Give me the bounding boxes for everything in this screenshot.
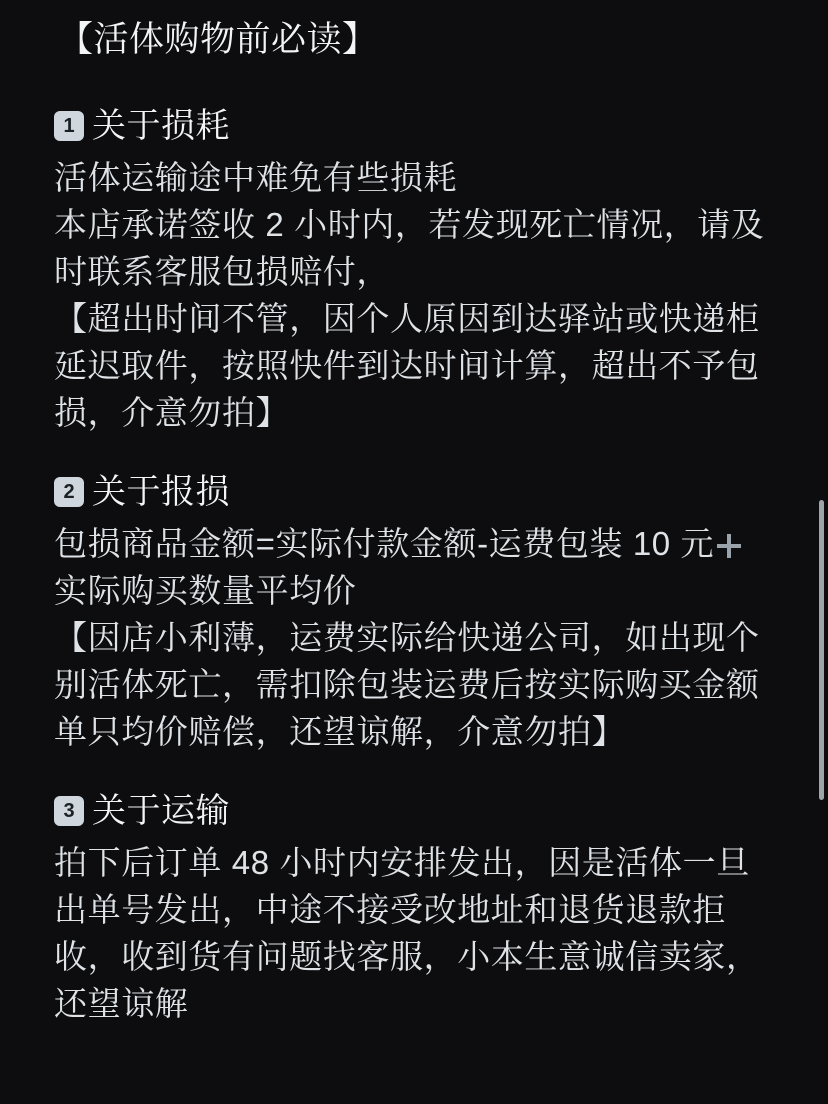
section-1 (54, 104, 774, 436)
divide-icon (716, 533, 742, 559)
section-3-paragraph-1: 拍下后订单 48 小时内安排发出，因是活体一旦出单号发出，中途不接受改地址和退货退款拒收，收到货有问题找客服，小本生意诚信卖家，还望谅解 (54, 844, 760, 1022)
section-2-title: 关于报损 (92, 473, 230, 511)
section-1-title: 关于损耗 (92, 107, 230, 145)
section-1-heading (54, 104, 774, 148)
number-badge-1: 1 (54, 111, 84, 141)
section-2 (54, 470, 774, 755)
section-1-paragraph-3: 【超出时间不管，因个人原因到达驿站或快递柜延迟取件，按照快件到达时间计算，超出不予包损，介意勿拍】 (54, 300, 760, 431)
section-3-title: 关于运输 (92, 792, 230, 830)
section-2-paragraph-1 (54, 520, 774, 567)
number-badge-3: 3 (54, 796, 84, 826)
section-2-paragraph-1-text: 包损商品金额=实际付款金额-运费包装 10 元 (54, 525, 715, 562)
page-title: 【活体购物前必读】 (58, 20, 378, 59)
section-2-paragraph-3: 【因店小利薄，运费实际给快递公司，如出现个别活体死亡，需扣除包装运费后按实际购买金额单只均价赔偿，还望谅解，介意勿拍】 (54, 619, 760, 750)
section-2-heading (54, 470, 774, 514)
section-3-heading (54, 789, 774, 833)
number-badge-2: 2 (54, 477, 84, 507)
vertical-scrollbar[interactable] (819, 500, 824, 800)
section-1-paragraph-2: 本店承诺签收 2 小时内，若发现死亡情况，请及时联系客服包损赔付， (54, 206, 765, 290)
section-3 (54, 789, 774, 1027)
section-1-paragraph-1: 活体运输途中难免有些损耗 (54, 159, 458, 196)
section-2-paragraph-2: 实际购买数量平均价 (54, 572, 357, 609)
